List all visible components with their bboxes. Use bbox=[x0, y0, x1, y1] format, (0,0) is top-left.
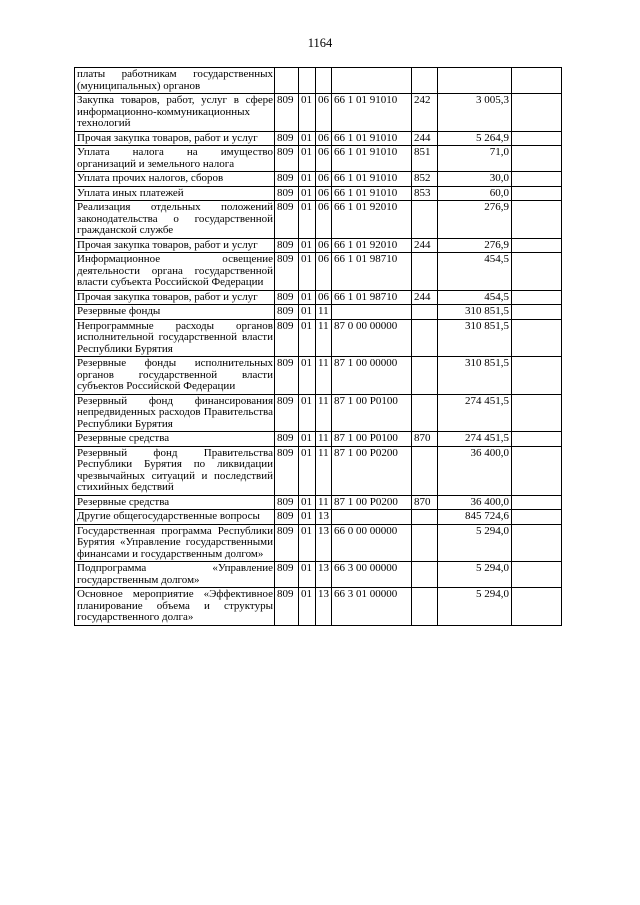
row-extra-cell bbox=[512, 238, 562, 253]
row-section-cell: 01 bbox=[299, 253, 316, 291]
row-name-cell: платы работникам государственных (муниципальных) органов bbox=[75, 68, 275, 94]
row-target-article-cell: 66 1 01 98710 bbox=[332, 253, 412, 291]
row-name-cell: Резервные средства bbox=[75, 432, 275, 447]
row-amount-cell: 845 724,6 bbox=[438, 510, 512, 525]
table-row bbox=[75, 131, 562, 146]
row-target-article-cell: 66 1 01 92010 bbox=[332, 201, 412, 239]
table-row bbox=[75, 201, 562, 239]
row-extra-cell bbox=[512, 290, 562, 305]
row-name-cell: Основное мероприятие «Эффективное планирование объема и структуры государственного долга» bbox=[75, 588, 275, 626]
row-extra-cell bbox=[512, 201, 562, 239]
row-name-cell: Прочая закупка товаров, работ и услуг bbox=[75, 238, 275, 253]
row-target-article-cell: 66 1 01 92010 bbox=[332, 238, 412, 253]
row-extra-cell bbox=[512, 446, 562, 495]
row-amount-cell: 30,0 bbox=[438, 172, 512, 187]
row-amount-cell: 60,0 bbox=[438, 186, 512, 201]
row-name-cell: Прочая закупка товаров, работ и услуг bbox=[75, 290, 275, 305]
row-ved-cell: 809 bbox=[275, 94, 299, 132]
row-section-cell: 01 bbox=[299, 238, 316, 253]
row-ved-cell bbox=[275, 68, 299, 94]
row-subsection-cell: 06 bbox=[316, 146, 332, 172]
row-extra-cell bbox=[512, 319, 562, 357]
row-amount-cell: 274 451,5 bbox=[438, 394, 512, 432]
row-ved-cell: 809 bbox=[275, 588, 299, 626]
row-section-cell: 01 bbox=[299, 510, 316, 525]
row-section-cell: 01 bbox=[299, 172, 316, 187]
row-expense-type-cell: 853 bbox=[412, 186, 438, 201]
row-expense-type-cell bbox=[412, 357, 438, 395]
row-amount-cell: 36 400,0 bbox=[438, 446, 512, 495]
table-row bbox=[75, 394, 562, 432]
row-amount-cell: 5 294,0 bbox=[438, 562, 512, 588]
table-row bbox=[75, 305, 562, 320]
row-extra-cell bbox=[512, 94, 562, 132]
table-row bbox=[75, 319, 562, 357]
row-extra-cell bbox=[512, 131, 562, 146]
row-amount-cell: 5 264,9 bbox=[438, 131, 512, 146]
row-ved-cell: 809 bbox=[275, 432, 299, 447]
row-subsection-cell: 06 bbox=[316, 131, 332, 146]
row-extra-cell bbox=[512, 172, 562, 187]
row-name-cell: Информационное освещение деятельности органа государственной власти субъекта Российской Федерации bbox=[75, 253, 275, 291]
table-row bbox=[75, 172, 562, 187]
row-extra-cell bbox=[512, 68, 562, 94]
row-name-cell: Уплата иных платежей bbox=[75, 186, 275, 201]
row-ved-cell: 809 bbox=[275, 186, 299, 201]
row-section-cell: 01 bbox=[299, 357, 316, 395]
row-subsection-cell: 11 bbox=[316, 357, 332, 395]
row-target-article-cell bbox=[332, 510, 412, 525]
row-ved-cell: 809 bbox=[275, 562, 299, 588]
row-expense-type-cell bbox=[412, 510, 438, 525]
row-section-cell: 01 bbox=[299, 495, 316, 510]
row-target-article-cell: 87 1 00 Р0200 bbox=[332, 495, 412, 510]
table-row bbox=[75, 68, 562, 94]
row-subsection-cell: 13 bbox=[316, 510, 332, 525]
row-amount-cell: 276,9 bbox=[438, 201, 512, 239]
table-row bbox=[75, 253, 562, 291]
row-expense-type-cell: 244 bbox=[412, 131, 438, 146]
row-ved-cell: 809 bbox=[275, 319, 299, 357]
row-subsection-cell: 11 bbox=[316, 305, 332, 320]
row-target-article-cell: 87 1 00 Р0200 bbox=[332, 446, 412, 495]
row-subsection-cell: 11 bbox=[316, 432, 332, 447]
row-amount-cell: 5 294,0 bbox=[438, 588, 512, 626]
page-number: 1164 bbox=[307, 36, 333, 50]
row-section-cell: 01 bbox=[299, 588, 316, 626]
row-section-cell: 01 bbox=[299, 446, 316, 495]
row-name-cell: Подпрограмма «Управление государственным долгом» bbox=[75, 562, 275, 588]
row-target-article-cell: 66 3 00 00000 bbox=[332, 562, 412, 588]
row-ved-cell: 809 bbox=[275, 201, 299, 239]
table-body bbox=[75, 68, 562, 626]
row-target-article-cell: 66 1 01 98710 bbox=[332, 290, 412, 305]
row-extra-cell bbox=[512, 588, 562, 626]
row-subsection-cell: 06 bbox=[316, 238, 332, 253]
table-row bbox=[75, 510, 562, 525]
row-amount-cell: 71,0 bbox=[438, 146, 512, 172]
row-target-article-cell: 66 1 01 91010 bbox=[332, 186, 412, 201]
row-expense-type-cell bbox=[412, 305, 438, 320]
row-section-cell: 01 bbox=[299, 186, 316, 201]
row-amount-cell: 310 851,5 bbox=[438, 357, 512, 395]
row-amount-cell: 274 451,5 bbox=[438, 432, 512, 447]
row-ved-cell: 809 bbox=[275, 524, 299, 562]
row-expense-type-cell bbox=[412, 253, 438, 291]
row-target-article-cell: 66 1 01 91010 bbox=[332, 146, 412, 172]
row-ved-cell: 809 bbox=[275, 290, 299, 305]
row-expense-type-cell bbox=[412, 588, 438, 626]
row-ved-cell: 809 bbox=[275, 394, 299, 432]
row-ved-cell: 809 bbox=[275, 446, 299, 495]
row-name-cell: Резервный фонд финансирования непредвиденных расходов Правительства Республики Бурятия bbox=[75, 394, 275, 432]
row-name-cell: Уплата прочих налогов, сборов bbox=[75, 172, 275, 187]
row-section-cell: 01 bbox=[299, 524, 316, 562]
row-expense-type-cell: 244 bbox=[412, 238, 438, 253]
table-row bbox=[75, 432, 562, 447]
row-section-cell bbox=[299, 68, 316, 94]
row-target-article-cell: 66 0 00 00000 bbox=[332, 524, 412, 562]
row-amount-cell: 310 851,5 bbox=[438, 319, 512, 357]
row-name-cell: Непрограммные расходы органов исполнительной государственной власти Республики Бурятия bbox=[75, 319, 275, 357]
row-section-cell: 01 bbox=[299, 432, 316, 447]
row-name-cell: Резервный фонд Правительства Республики Бурятия по ликвидации чрезвычайных ситуаций и последствий стихийных бедствий bbox=[75, 446, 275, 495]
row-section-cell: 01 bbox=[299, 319, 316, 357]
row-extra-cell bbox=[512, 394, 562, 432]
row-target-article-cell: 66 1 01 91010 bbox=[332, 131, 412, 146]
row-expense-type-cell bbox=[412, 446, 438, 495]
row-expense-type-cell: 870 bbox=[412, 432, 438, 447]
row-section-cell: 01 bbox=[299, 94, 316, 132]
row-expense-type-cell: 242 bbox=[412, 94, 438, 132]
table-row bbox=[75, 495, 562, 510]
row-subsection-cell: 13 bbox=[316, 588, 332, 626]
row-subsection-cell bbox=[316, 68, 332, 94]
row-amount-cell: 276,9 bbox=[438, 238, 512, 253]
row-expense-type-cell bbox=[412, 394, 438, 432]
row-target-article-cell: 66 1 01 91010 bbox=[332, 172, 412, 187]
row-target-article-cell: 66 1 01 91010 bbox=[332, 94, 412, 132]
row-ved-cell: 809 bbox=[275, 305, 299, 320]
row-target-article-cell bbox=[332, 68, 412, 94]
row-target-article-cell: 87 1 00 Р0100 bbox=[332, 394, 412, 432]
row-ved-cell: 809 bbox=[275, 172, 299, 187]
row-subsection-cell: 11 bbox=[316, 319, 332, 357]
row-section-cell: 01 bbox=[299, 201, 316, 239]
table-row bbox=[75, 524, 562, 562]
row-expense-type-cell bbox=[412, 562, 438, 588]
row-name-cell: Уплата налога на имущество организаций и земельного налога bbox=[75, 146, 275, 172]
row-expense-type-cell: 244 bbox=[412, 290, 438, 305]
table-row bbox=[75, 186, 562, 201]
row-amount-cell: 3 005,3 bbox=[438, 94, 512, 132]
row-extra-cell bbox=[512, 495, 562, 510]
table-row bbox=[75, 238, 562, 253]
row-extra-cell bbox=[512, 510, 562, 525]
row-extra-cell bbox=[512, 146, 562, 172]
row-section-cell: 01 bbox=[299, 146, 316, 172]
row-amount-cell: 310 851,5 bbox=[438, 305, 512, 320]
row-name-cell: Государственная программа Республики Бурятия «Управление государственными финансами и государственным долгом» bbox=[75, 524, 275, 562]
row-target-article-cell bbox=[332, 305, 412, 320]
row-name-cell: Резервные фонды bbox=[75, 305, 275, 320]
row-expense-type-cell: 851 bbox=[412, 146, 438, 172]
row-amount-cell: 36 400,0 bbox=[438, 495, 512, 510]
row-ved-cell: 809 bbox=[275, 238, 299, 253]
table-row bbox=[75, 588, 562, 626]
row-subsection-cell: 13 bbox=[316, 524, 332, 562]
row-target-article-cell: 87 1 00 00000 bbox=[332, 357, 412, 395]
row-amount-cell: 5 294,0 bbox=[438, 524, 512, 562]
row-target-article-cell: 66 3 01 00000 bbox=[332, 588, 412, 626]
budget-table bbox=[74, 67, 562, 626]
table-row bbox=[75, 562, 562, 588]
row-ved-cell: 809 bbox=[275, 131, 299, 146]
row-name-cell: Закупка товаров, работ, услуг в сфере информационно-коммуникационных технологий bbox=[75, 94, 275, 132]
row-subsection-cell: 13 bbox=[316, 562, 332, 588]
row-name-cell: Резервные средства bbox=[75, 495, 275, 510]
row-extra-cell bbox=[512, 357, 562, 395]
row-extra-cell bbox=[512, 524, 562, 562]
row-extra-cell bbox=[512, 432, 562, 447]
row-extra-cell bbox=[512, 305, 562, 320]
row-ved-cell: 809 bbox=[275, 253, 299, 291]
row-subsection-cell: 11 bbox=[316, 446, 332, 495]
row-expense-type-cell: 870 bbox=[412, 495, 438, 510]
row-target-article-cell: 87 1 00 Р0100 bbox=[332, 432, 412, 447]
row-section-cell: 01 bbox=[299, 394, 316, 432]
row-subsection-cell: 06 bbox=[316, 201, 332, 239]
row-extra-cell bbox=[512, 562, 562, 588]
row-section-cell: 01 bbox=[299, 305, 316, 320]
row-extra-cell bbox=[512, 186, 562, 201]
table-row bbox=[75, 357, 562, 395]
row-subsection-cell: 06 bbox=[316, 253, 332, 291]
table-row bbox=[75, 446, 562, 495]
row-target-article-cell: 87 0 00 00000 bbox=[332, 319, 412, 357]
row-amount-cell: 454,5 bbox=[438, 290, 512, 305]
row-ved-cell: 809 bbox=[275, 357, 299, 395]
row-amount-cell: 454,5 bbox=[438, 253, 512, 291]
row-extra-cell bbox=[512, 253, 562, 291]
row-expense-type-cell bbox=[412, 319, 438, 357]
row-section-cell: 01 bbox=[299, 131, 316, 146]
row-expense-type-cell bbox=[412, 524, 438, 562]
row-ved-cell: 809 bbox=[275, 495, 299, 510]
row-subsection-cell: 11 bbox=[316, 495, 332, 510]
row-expense-type-cell: 852 bbox=[412, 172, 438, 187]
table-row bbox=[75, 290, 562, 305]
row-subsection-cell: 06 bbox=[316, 290, 332, 305]
row-subsection-cell: 06 bbox=[316, 94, 332, 132]
row-subsection-cell: 06 bbox=[316, 186, 332, 201]
row-ved-cell: 809 bbox=[275, 510, 299, 525]
row-amount-cell bbox=[438, 68, 512, 94]
row-section-cell: 01 bbox=[299, 290, 316, 305]
table-row bbox=[75, 146, 562, 172]
row-subsection-cell: 11 bbox=[316, 394, 332, 432]
row-section-cell: 01 bbox=[299, 562, 316, 588]
row-name-cell: Резервные фонды исполнительных органов государственной власти субъектов Российской Федерации bbox=[75, 357, 275, 395]
row-name-cell: Прочая закупка товаров, работ и услуг bbox=[75, 131, 275, 146]
row-expense-type-cell bbox=[412, 68, 438, 94]
row-ved-cell: 809 bbox=[275, 146, 299, 172]
row-name-cell: Реализация отдельных положений законодательства о государственной гражданской службе bbox=[75, 201, 275, 239]
row-expense-type-cell bbox=[412, 201, 438, 239]
row-subsection-cell: 06 bbox=[316, 172, 332, 187]
row-name-cell: Другие общегосударственные вопросы bbox=[75, 510, 275, 525]
table-row bbox=[75, 94, 562, 132]
